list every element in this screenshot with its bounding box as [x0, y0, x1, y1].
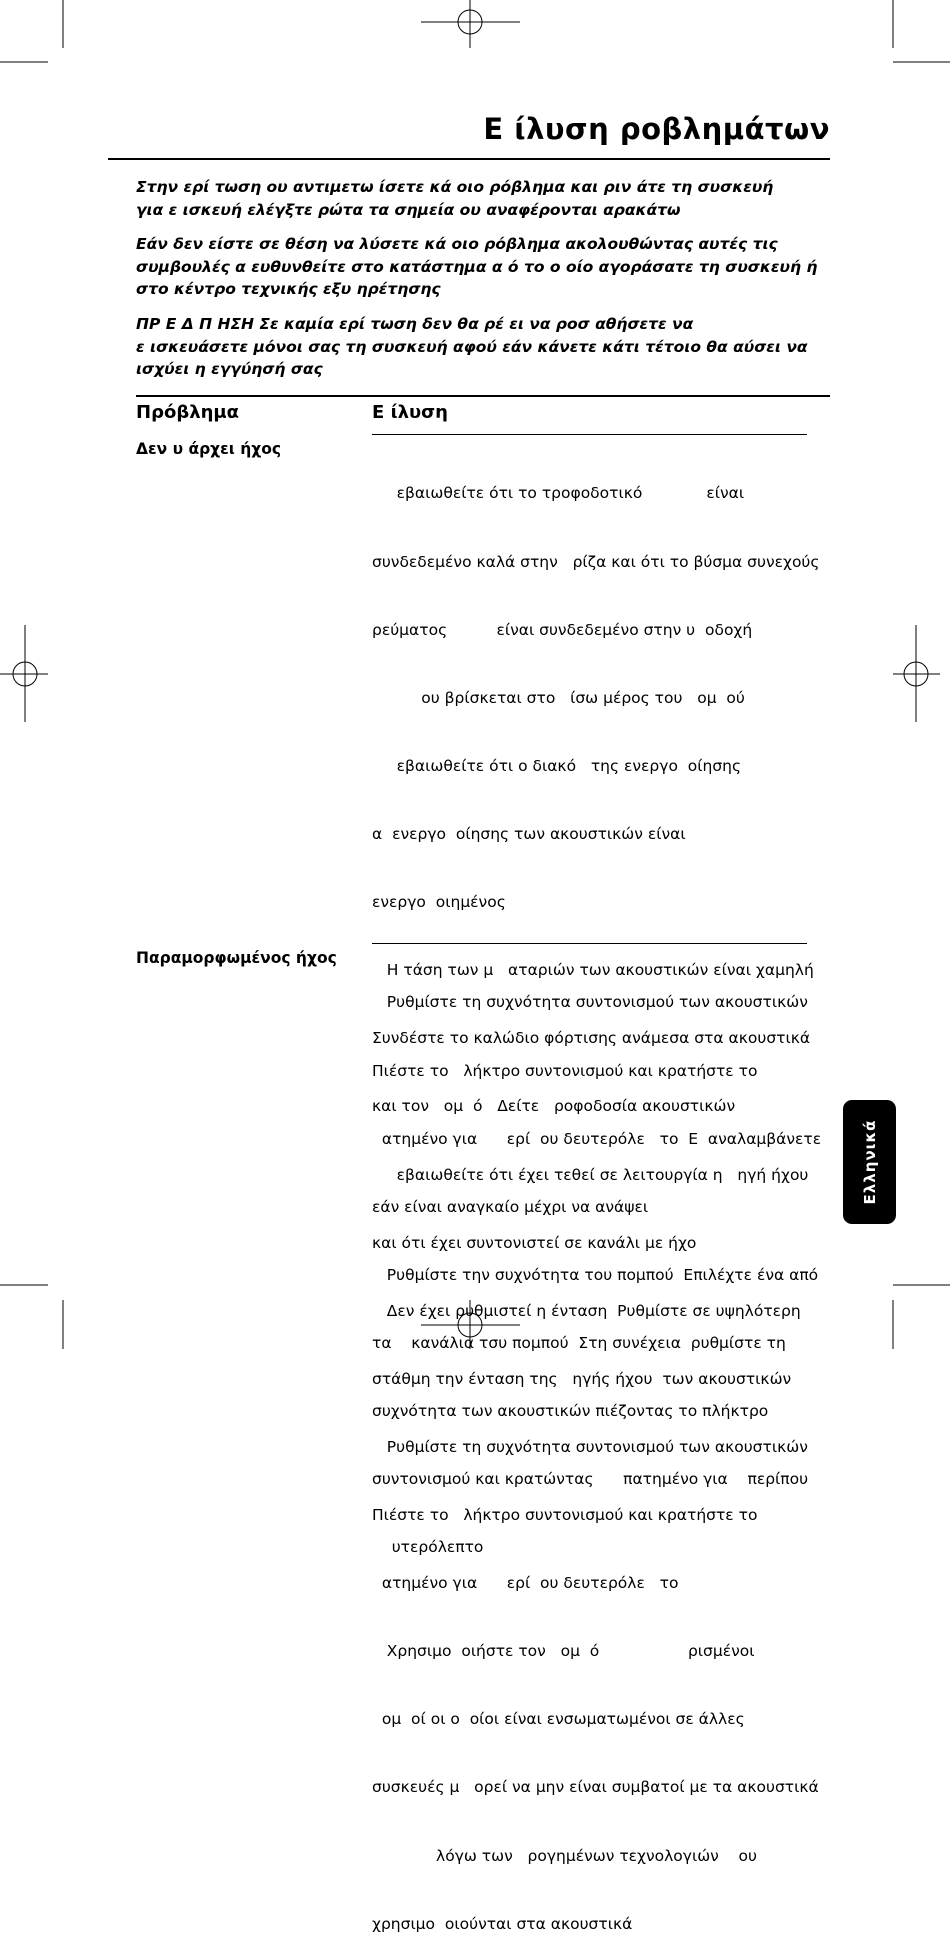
solution-line: Ρυθμίστε τη συχνότητα συντονισμού των ακουστικών	[372, 993, 808, 1012]
intro-line: Στην ερί τωση ου αντιμετω ίσετε κά οιο ρόβλημα και ριν άτε τη συσκευή	[136, 178, 774, 196]
solution-line: Δεν έχει ρυθμιστεί η ένταση Ρυθμίστε σε υψηλότερη	[372, 1301, 801, 1320]
solution-line: και ότι έχει συντονιστεί σε κανάλι με ήχο	[372, 1233, 697, 1252]
solution-line: λόγω των ρογημένων τεχνολογιών ου	[372, 1846, 757, 1865]
solution-line: εβαιωθείτε ότι έχει τεθεί σε λειτουργία η ηγή ήχου	[372, 1165, 809, 1184]
solution-line: ατημένο για ερί ου δευτερόλε το	[372, 1574, 679, 1593]
solution-line: Συνδέστε το καλώδιο φόρτισης ανάμεσα στα ακουστικά	[372, 1029, 811, 1048]
solution-line: συχνότητα των ακουστικών πιέζοντας το πλήκτρο	[372, 1402, 769, 1421]
solution-line: υτερόλεπτο	[372, 1538, 484, 1557]
solution-line: συσκευές μ ορεί να μην είναι συμβατοί με τα ακουστικά	[372, 1778, 819, 1797]
solution-line: Η τάση των μ αταριών των ακουστικών είναι χαμηλή	[372, 961, 814, 980]
intro-paragraph-1	[136, 176, 836, 221]
solution-line: εβαιωθείτε ότι ο διακό της ενεργο οίησης	[372, 756, 742, 775]
solution-line: α ενεργο οίησης των ακουστικών είναι	[372, 824, 686, 843]
intro-line: Εάν δεν είστε σε θέση να λύσετε κά οιο ρόβλημα ακολουθώντας αυτές τις	[136, 235, 778, 253]
solution-line: στάθμη την ένταση της ηγής ήχου των ακουστικών	[372, 1369, 792, 1388]
solution-line: ατημένο για ερί ου δευτερόλε το Ε αναλαμβάνετε	[372, 1129, 822, 1148]
solution-line: τα κανάλια τσυ πομπού Στη συνέχεια ρυθμίστε τη	[372, 1333, 786, 1352]
solution-line: εβαιωθείτε ότι το τροφοδοτικό είναι	[372, 484, 745, 503]
solution-line: συντονισμού και κρατώντας πατημένο για περίπου	[372, 1470, 809, 1489]
intro-paragraph-2	[136, 233, 836, 301]
solution-line: ρεύματος είναι συνδεδεμένο στην υ οδοχή	[372, 620, 753, 639]
intro-line: στο κέντρο τεχνικής εξυ ηρέτησης	[136, 280, 441, 298]
solution-line: Πιέστε το λήκτρο συντονισμού και κρατήστε το	[372, 1506, 758, 1525]
intro-line: συμβουλές α ευθυνθείτε στο κατάστημα α ό το ο οίο αγοράσατε τη συσκευή ή	[136, 257, 818, 276]
problem-no-sound: Δεν υ άρχει ήχος	[136, 440, 282, 458]
solution-line: Πιέστε το λήκτρο συντονισμού και κρατήστε το	[372, 1061, 758, 1080]
problem-distorted-sound: Παραμορφωμένος ήχος	[136, 949, 337, 967]
solution-line: ομ οί οι ο οίοι είναι ενσωματωμένοι σε άλλες	[372, 1710, 745, 1729]
title-rule	[108, 158, 830, 160]
solution-line: Ρυθμίστε τη συχνότητα συντονισμού των ακουστικών	[372, 1437, 808, 1456]
language-tab-label: Ελληνικά	[860, 1119, 879, 1205]
warning-paragraph	[136, 313, 836, 381]
solution-line: εάν είναι αναγκαίο μέχρι να ανάψει	[372, 1197, 649, 1216]
solution-distorted-sound	[372, 946, 821, 1582]
solution-line: συνδεδεμένο καλά στην ρίζα και ότι το βύσμα συνεχούς	[372, 552, 820, 571]
header-rule	[372, 434, 807, 435]
intro-line: ε ισκευάσετε μόνοι σας τη συσκευή αφού εάν κάνετε κάτι τέτοιο θα αύσει να	[136, 337, 808, 356]
language-tab	[843, 1100, 896, 1224]
intro-line: για ε ισκευή ελέγξτε ρώτα τα σημεία ου αναφέρονται αρακάτω	[136, 200, 681, 219]
page-title: Ε ίλυση ροβλημάτων	[483, 112, 830, 146]
solution-line: ου βρίσκεται στο ίσω μέρος του ομ ού	[372, 688, 745, 707]
header-problem: Πρόβλημα	[136, 402, 240, 423]
solution-line: χρησιμο οιούνται στα ακουστικά	[372, 1914, 633, 1933]
row-divider	[372, 943, 807, 944]
header-solution: Ε ίλυση	[372, 402, 448, 423]
intro-line: ΠΡ Ε Δ Π ΗΣΗ Σε καμία ερί τωση δεν θα ρέ ει να ροσ αθήσετε να	[136, 315, 694, 333]
solution-line: ενεργο οιημένος	[372, 893, 506, 912]
solution-line: Ρυθμίστε την συχνότητα του πομπού Επιλέχτε ένα από	[372, 1265, 819, 1284]
solution-line: και τον ομ ό Δείτε ροφοδοσία ακουστικών	[372, 1097, 736, 1116]
intro-line: ισχύει η εγγύησή σας	[136, 360, 323, 378]
solution-line: Χρησιμο οιήστε τον ομ ό ρισμένοι	[372, 1642, 755, 1661]
table-top-rule	[136, 395, 830, 397]
